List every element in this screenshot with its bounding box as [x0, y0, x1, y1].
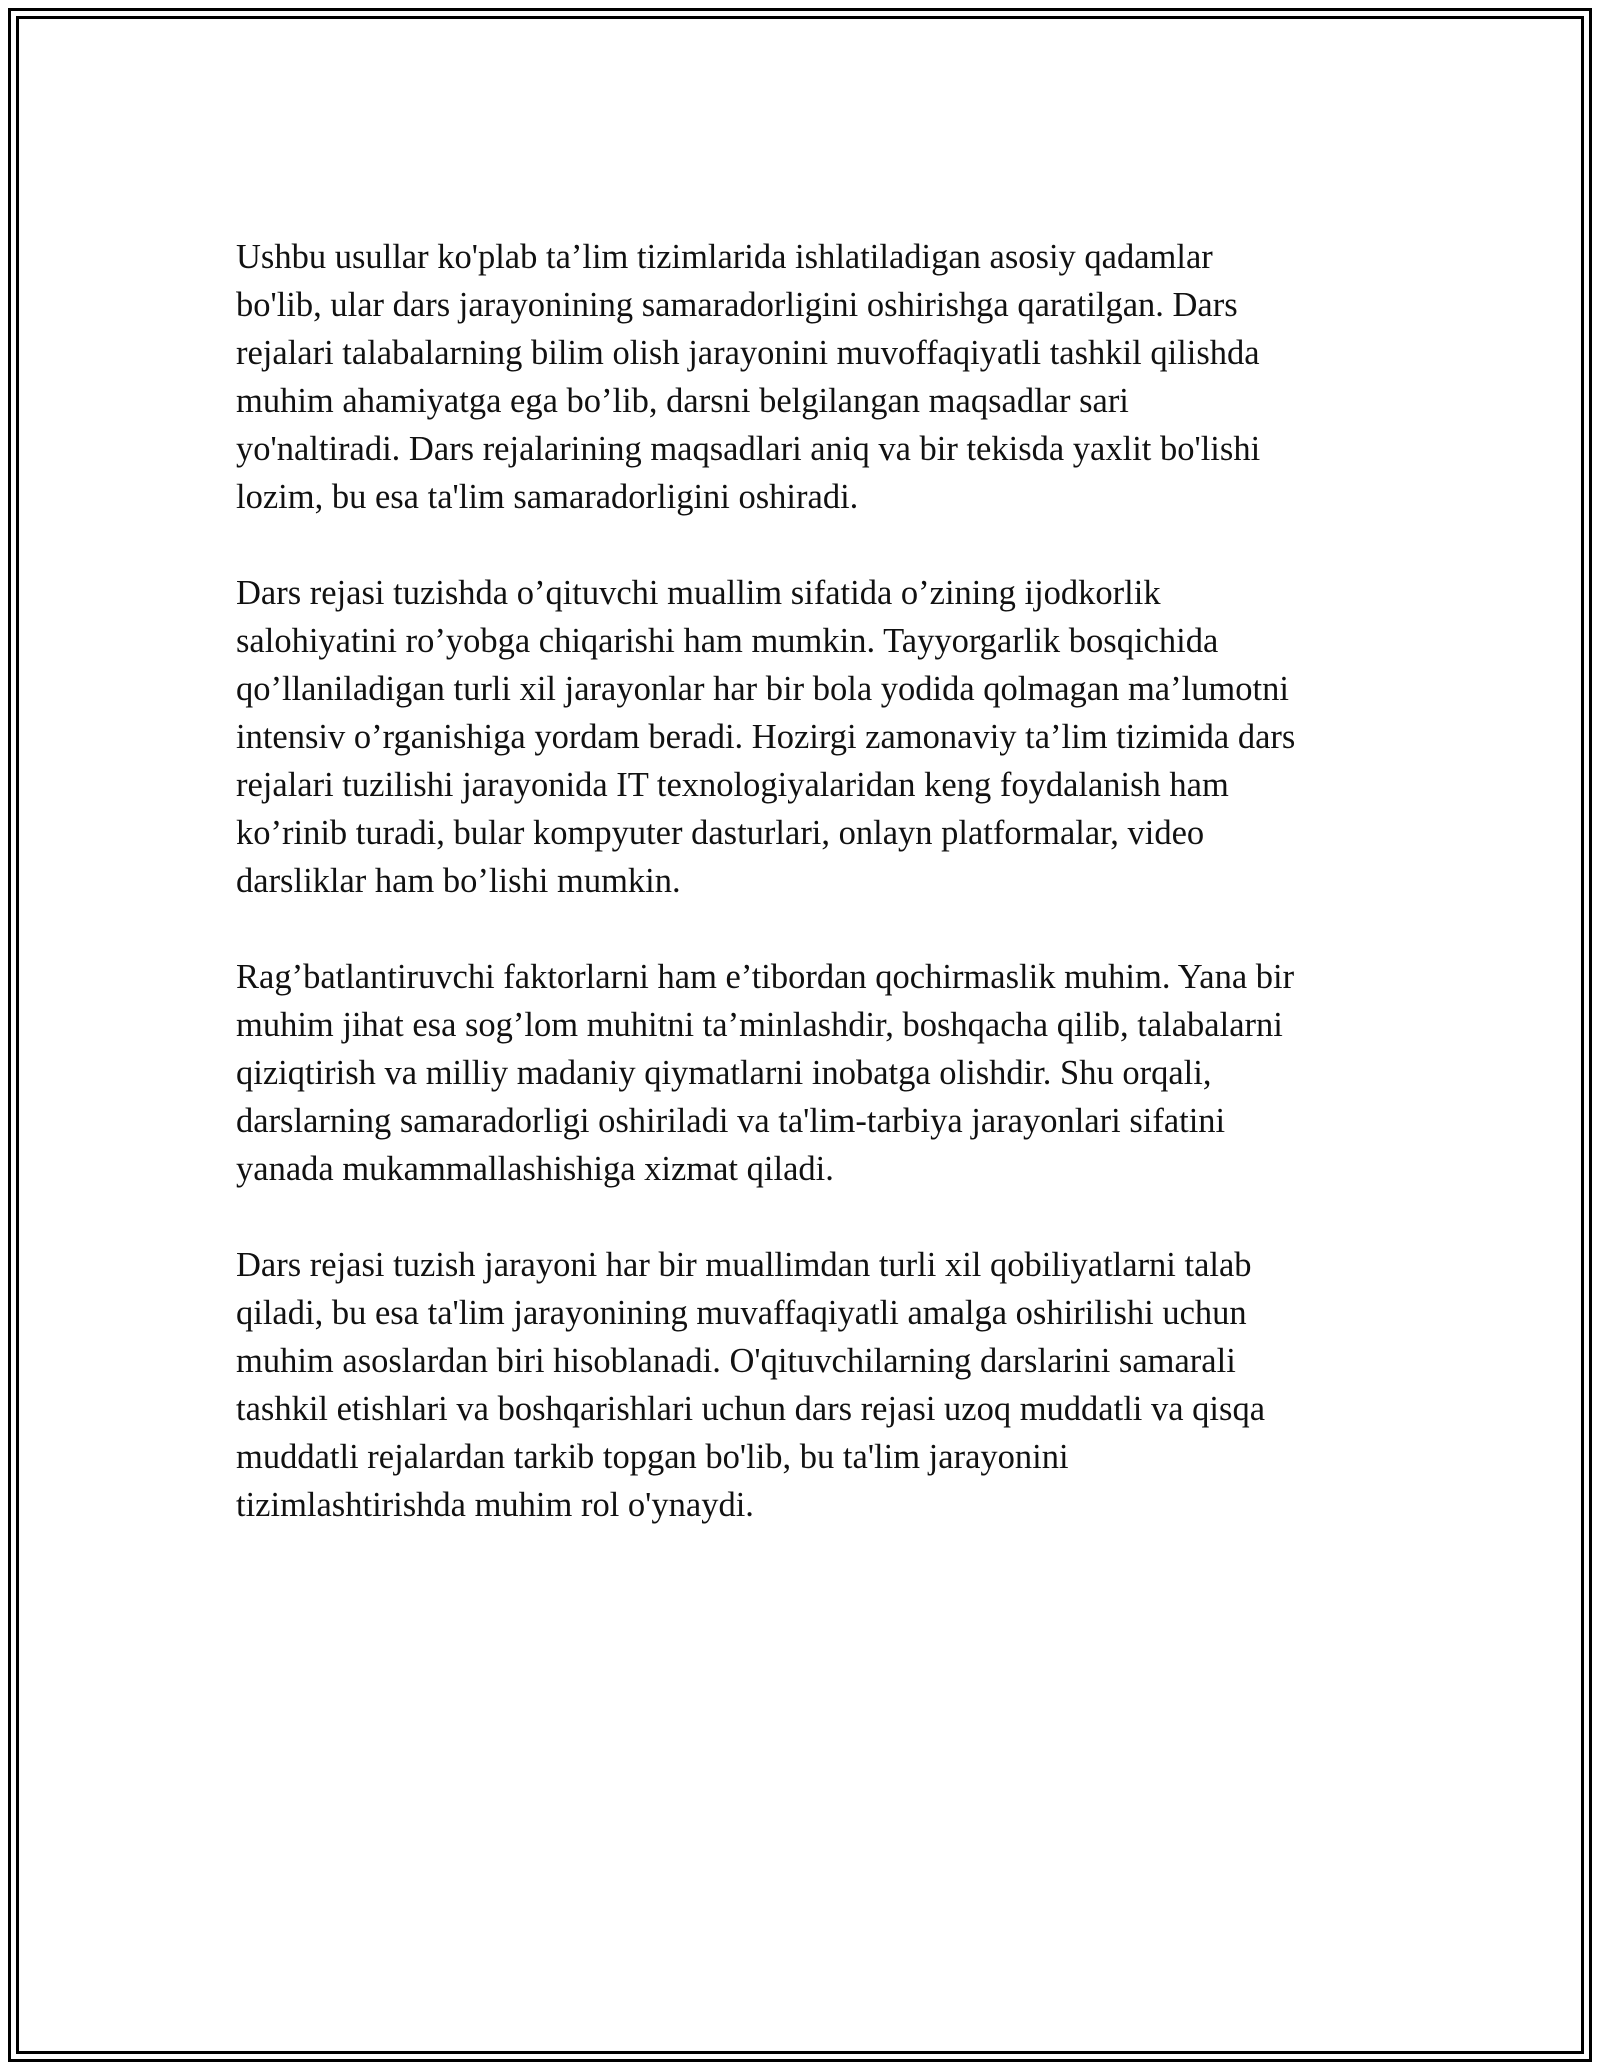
paragraph-4: Dars rejasi tuzish jarayoni har bir muallimdan turli xil qobiliyatlarni talab qiladi, bu esa ta'lim jarayonining muvaffaqiyatli amalga oshirilishi uchun muhim asoslardan biri hisoblanadi. O'qituvchilarning darslarini samarali tashkil etishlari va boshqarishlari uchun dars rejasi uzoq muddatli va qisqa muddatli rejalardan tarkib topgan bo'lib, bu ta'lim jarayonini tizimlashtirishda muhim rol o'ynaydi.: [236, 1246, 1266, 1524]
paragraph-2: Dars rejasi tuzishda o’qituvchi muallim sifatida o’zining ijodkorlik salohiyatini ro’yobga chiqarishi ham mumkin. Tayyorgarlik bosqichida qo’llaniladigan turli xil jarayonlar har bir bola yodida qolmagan ma’lumotni intensiv o’rganishiga yordam beradi. Hozirgi zamonaviy ta’lim tizimida dars rejalari tuzilishi jarayonida IT texnologiyalaridan keng foydalanish ham ko’rinib turadi, bular kompyuter dasturlari, onlayn platformalar, video darsliklar ham bo’lishi mumkin.: [236, 574, 1296, 900]
paragraph-1: Ushbu usullar ko'plab ta’lim tizimlarida ishlatiladigan asosiy qadamlar bo'lib, ular dars jarayonining samaradorligini oshirishga qaratilgan. Dars rejalari talabalarning bilim olish jarayonini muvoffaqiyatli tashkil qilishda muhim ahamiyatga ega bo’lib, darsni belgilangan maqsadlar sari yo'naltiradi. Dars rejalarining maqsadlari aniq va bir tekisda yaxlit bo'lishi lozim, bu esa ta'lim samaradorligini oshiradi.: [236, 238, 1261, 516]
document-body: [236, 233, 1372, 1577]
paragraph-3: Rag’batlantiruvchi faktorlarni ham e’tibordan qochirmaslik muhim. Yana bir muhim jihat esa sog’lom muhitni ta’minlashdir, boshqacha qilib, talabalarni qiziqtirish va milliy madaniy qiymatlarni inobatga olishdir. Shu orqali, darslarning samaradorligi oshiriladi va ta'lim-tarbiya jarayonlari sifatini yanada mukammallashishiga xizmat qiladi.: [236, 958, 1295, 1188]
